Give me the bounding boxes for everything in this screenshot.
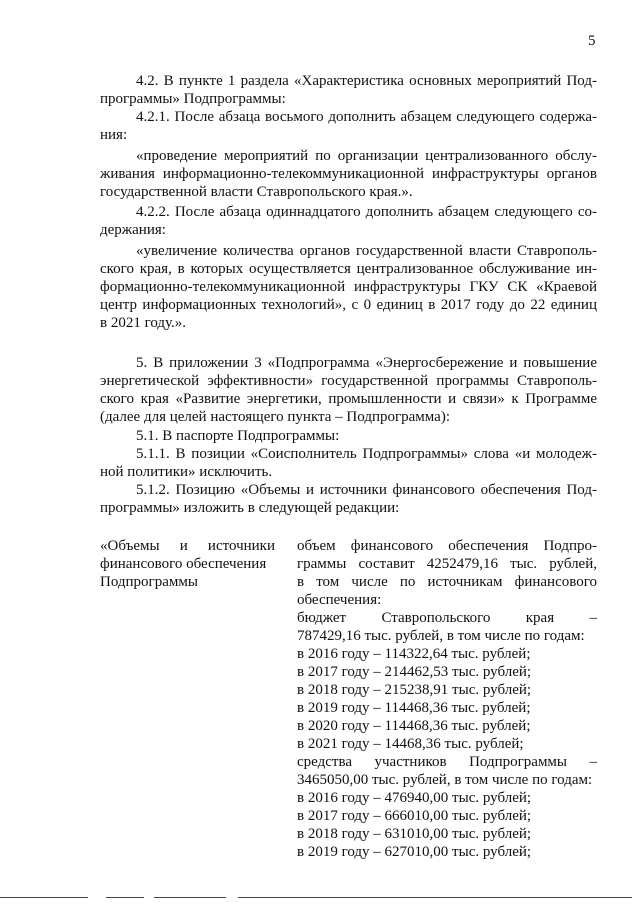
footer-rule (154, 897, 226, 898)
passport-label-line: «Объемы и источники (100, 538, 275, 554)
body-line: программы» изложить в следующей редакции: (100, 500, 400, 516)
body-line: 5.1.1. В позиции «Соисполнитель Подпрограммы» слова «и молодеж- (136, 446, 597, 462)
passport-value-line: обеспечения: (297, 592, 382, 608)
passport-value-line: бюджет Ставропольского края – (297, 610, 597, 626)
body-line: формационно-телекоммуникационной инфраструктуры ГКУ СК «Краевой (100, 279, 597, 295)
passport-label-line: Подпрограммы (100, 574, 198, 590)
passport-value-line: граммы составит 4252479,16 тыс. рублей, (297, 556, 597, 572)
body-line: ского края, в которых осуществляется централизованное обслуживание ин- (100, 261, 597, 277)
passport-value-line: объем финансового обеспечения Подпро- (297, 538, 597, 554)
body-line: центр информационных технологий», с 0 единиц в 2017 году до 22 единиц (100, 297, 597, 313)
passport-value-line: в 2019 году – 114468,36 тыс. рублей; (297, 700, 531, 716)
body-line: ной политики» исключить. (100, 464, 273, 480)
passport-value-line: 787429,16 тыс. рублей, в том числе по годам: (297, 628, 585, 644)
passport-value-line: в 2016 году – 114322,64 тыс. рублей; (297, 646, 531, 662)
body-line: ского края «Развитие энергетики, промышленности и связи» к Программе (100, 391, 597, 407)
page-number: 5 (588, 33, 596, 49)
passport-label-line: финансового обеспечения (100, 556, 267, 572)
body-line: (далее для целей настоящего пункта – Подпрограмма): (100, 409, 451, 425)
body-line: ния: (100, 127, 128, 143)
body-line: «увеличение количества органов государственной власти Ставрополь- (136, 243, 597, 259)
passport-value-line: в 2016 году – 476940,00 тыс. рублей; (297, 790, 532, 806)
footer-rule (106, 897, 144, 898)
body-line: 5.1.2. Позицию «Объемы и источники финансового обеспечения Под- (136, 482, 597, 498)
body-line: 4.2.2. После абзаца одиннадцатого дополнить абзацем следующего со- (136, 204, 597, 220)
footer-rule (0, 897, 88, 898)
body-line: 4.2. В пункте 1 раздела «Характеристика основных мероприятий Под- (136, 73, 597, 89)
passport-value-line: в 2019 году – 627010,00 тыс. рублей; (297, 844, 532, 860)
passport-value-line: в 2017 году – 214462,53 тыс. рублей; (297, 664, 532, 680)
body-line: «проведение мероприятий по организации централизованного обслу- (136, 148, 597, 164)
passport-value-line: 3465050,00 тыс. рублей, в том числе по годам: (297, 772, 593, 788)
body-line: в 2021 году.». (100, 315, 187, 331)
passport-value-line: в 2020 году – 114468,36 тыс. рублей; (297, 718, 531, 734)
body-line: 5.1. В паспорте Подпрограммы: (136, 428, 340, 444)
body-line: государственной власти Ставропольского края.». (100, 184, 413, 200)
body-line: 4.2.1. После абзаца восьмого дополнить абзацем следующего содержа- (136, 109, 597, 125)
body-line: держания: (100, 222, 166, 238)
body-line: 5. В приложении 3 «Подпрограмма «Энергосбережение и повышение (136, 355, 597, 371)
passport-value-line: в 2017 году – 666010,00 тыс. рублей; (297, 808, 532, 824)
footer-rule (238, 897, 632, 898)
passport-value-line: в том числе по источникам финансового (297, 574, 597, 590)
passport-value-line: в 2018 году – 215238,91 тыс. рублей; (297, 682, 532, 698)
body-line: энергетической эффективности» государственной программы Ставрополь- (100, 373, 597, 389)
body-line: программы» Подпрограммы: (100, 91, 286, 107)
passport-value-line: средства участников Подпрограммы – (297, 754, 597, 770)
passport-value-line: в 2021 году – 14468,36 тыс. рублей; (297, 736, 524, 752)
body-line: живания информационно-телекоммуникационной инфраструктуры органов (100, 166, 597, 182)
passport-value-line: в 2018 году – 631010,00 тыс. рублей; (297, 826, 532, 842)
